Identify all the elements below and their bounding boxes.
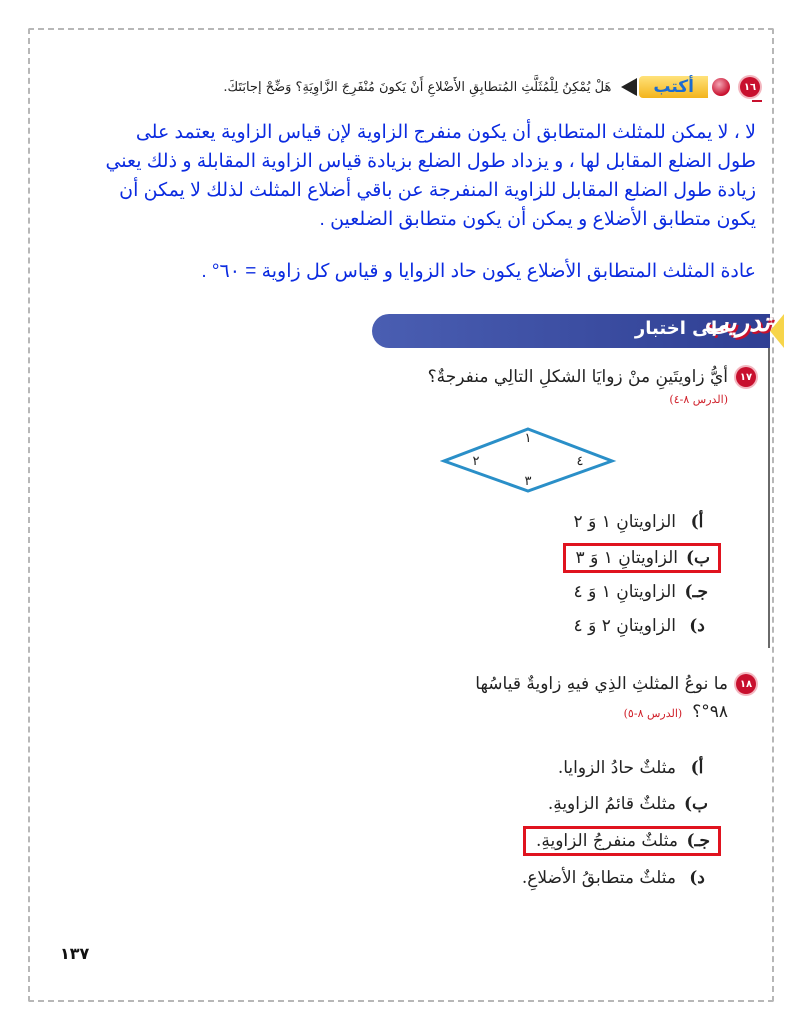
angle-label: ٢ bbox=[472, 454, 480, 469]
angle-label: ١ bbox=[524, 431, 532, 446]
write-tag bbox=[621, 76, 730, 98]
option-letter: د) bbox=[689, 616, 705, 636]
question-16 bbox=[223, 76, 760, 98]
divider bbox=[752, 100, 762, 102]
option-a[interactable] bbox=[558, 758, 708, 778]
question-text-2: ٩٨°؟ bbox=[692, 702, 728, 722]
rhombus-figure bbox=[440, 425, 620, 495]
option-text: الزاويتانِ ١ وَ ٢ bbox=[573, 512, 676, 532]
option-letter: د) bbox=[689, 868, 705, 888]
option-text: الزاويتانِ ١ وَ ٤ bbox=[573, 582, 676, 602]
option-letter: ب) bbox=[685, 548, 710, 568]
test-prep-banner bbox=[372, 308, 770, 348]
option-text: الزاويتانِ ١ وَ ٣ bbox=[575, 548, 678, 568]
question-number: ١٨ bbox=[736, 674, 756, 694]
answer-line: لا ، لا يمكن للمثلث المتطابق أن يكون منفرج الزاوية لإن قياس الزاوية يعتمد على bbox=[135, 122, 756, 143]
question-number: ١٦ bbox=[740, 77, 760, 97]
page-number: ١٣٧ bbox=[60, 944, 90, 963]
option-letter: أ) bbox=[690, 758, 704, 778]
question-text: هَلْ يُمْكِنُ لِلْمُثَلَّثِ المُتطابِقِ الأَضْلاعِ أَنْ يَكونَ مُنْفَرِجَ الزَّاوِيَةِ؟ وَضِّحْ إجابَتَكَ. bbox=[223, 79, 612, 95]
option-text: مثلثٌ متطابقُ الأضلاعِ. bbox=[521, 868, 676, 888]
lesson-ref: (الدرس ٨-٥) bbox=[623, 707, 683, 720]
answer-line: زيادة طول الضلع المقابل للزاوية المنفرجة عن باقي أضلاع المثلث لذلك لا يمكن أن bbox=[119, 180, 756, 201]
ball-icon bbox=[712, 78, 730, 96]
question-17 bbox=[428, 367, 756, 406]
angle-label: ٤ bbox=[576, 454, 584, 469]
angle-label: ٣ bbox=[524, 474, 532, 489]
lesson-ref: (الدرس ٨-٤) bbox=[669, 393, 728, 406]
question-18 bbox=[475, 674, 756, 722]
question-text: ما نوعُ المثلثِ الذِي فيهِ زاويةٌ قياسُها bbox=[475, 674, 728, 694]
banner-tip bbox=[770, 314, 784, 348]
option-text: مثلثٌ قائمُ الزاويةِ. bbox=[547, 794, 676, 814]
question-number: ١٧ bbox=[736, 367, 756, 387]
option-d[interactable] bbox=[522, 868, 708, 888]
banner-logo: تدريب bbox=[703, 308, 770, 338]
option-d[interactable] bbox=[574, 616, 708, 636]
write-label: أكتب bbox=[639, 76, 708, 98]
question-text: أيُّ زاويتَينِ منْ زوايَا الشكلِ التالِي منفرجةٌ؟ bbox=[427, 367, 728, 387]
option-b[interactable] bbox=[548, 794, 708, 814]
option-letter: أ) bbox=[690, 512, 704, 532]
option-b-selected[interactable] bbox=[563, 543, 721, 573]
option-text: مثلثٌ حادُ الزوايا. bbox=[557, 758, 676, 778]
option-c[interactable] bbox=[574, 582, 708, 602]
answer-line: يكون متطابق الأضلاع و يمكن أن يكون متطابق الضلعين . bbox=[319, 209, 756, 230]
answer-text bbox=[44, 118, 756, 234]
banner-label: على اختبار bbox=[634, 318, 730, 339]
option-text: الزاويتانِ ٢ وَ ٤ bbox=[573, 616, 676, 636]
option-letter: جـ) bbox=[686, 831, 710, 851]
option-letter: جـ) bbox=[684, 582, 708, 602]
side-rule bbox=[768, 348, 770, 648]
option-letter: ب) bbox=[683, 794, 708, 814]
answer-line: طول الضلع المقابل لها ، و يزداد طول الضلع بزيادة قياس الزاوية المقابلة و ذلك يعني bbox=[105, 151, 756, 172]
arrow-icon bbox=[621, 78, 637, 96]
option-text: مثلثٌ منفرجُ الزاويةِ. bbox=[535, 831, 678, 851]
answer-note: عادة المثلث المتطابق الأضلاع يكون حاد الزوايا و قياس كل زاوية = ٦٠° . bbox=[201, 261, 756, 282]
option-c-selected[interactable] bbox=[523, 826, 721, 856]
option-a[interactable] bbox=[574, 512, 708, 532]
